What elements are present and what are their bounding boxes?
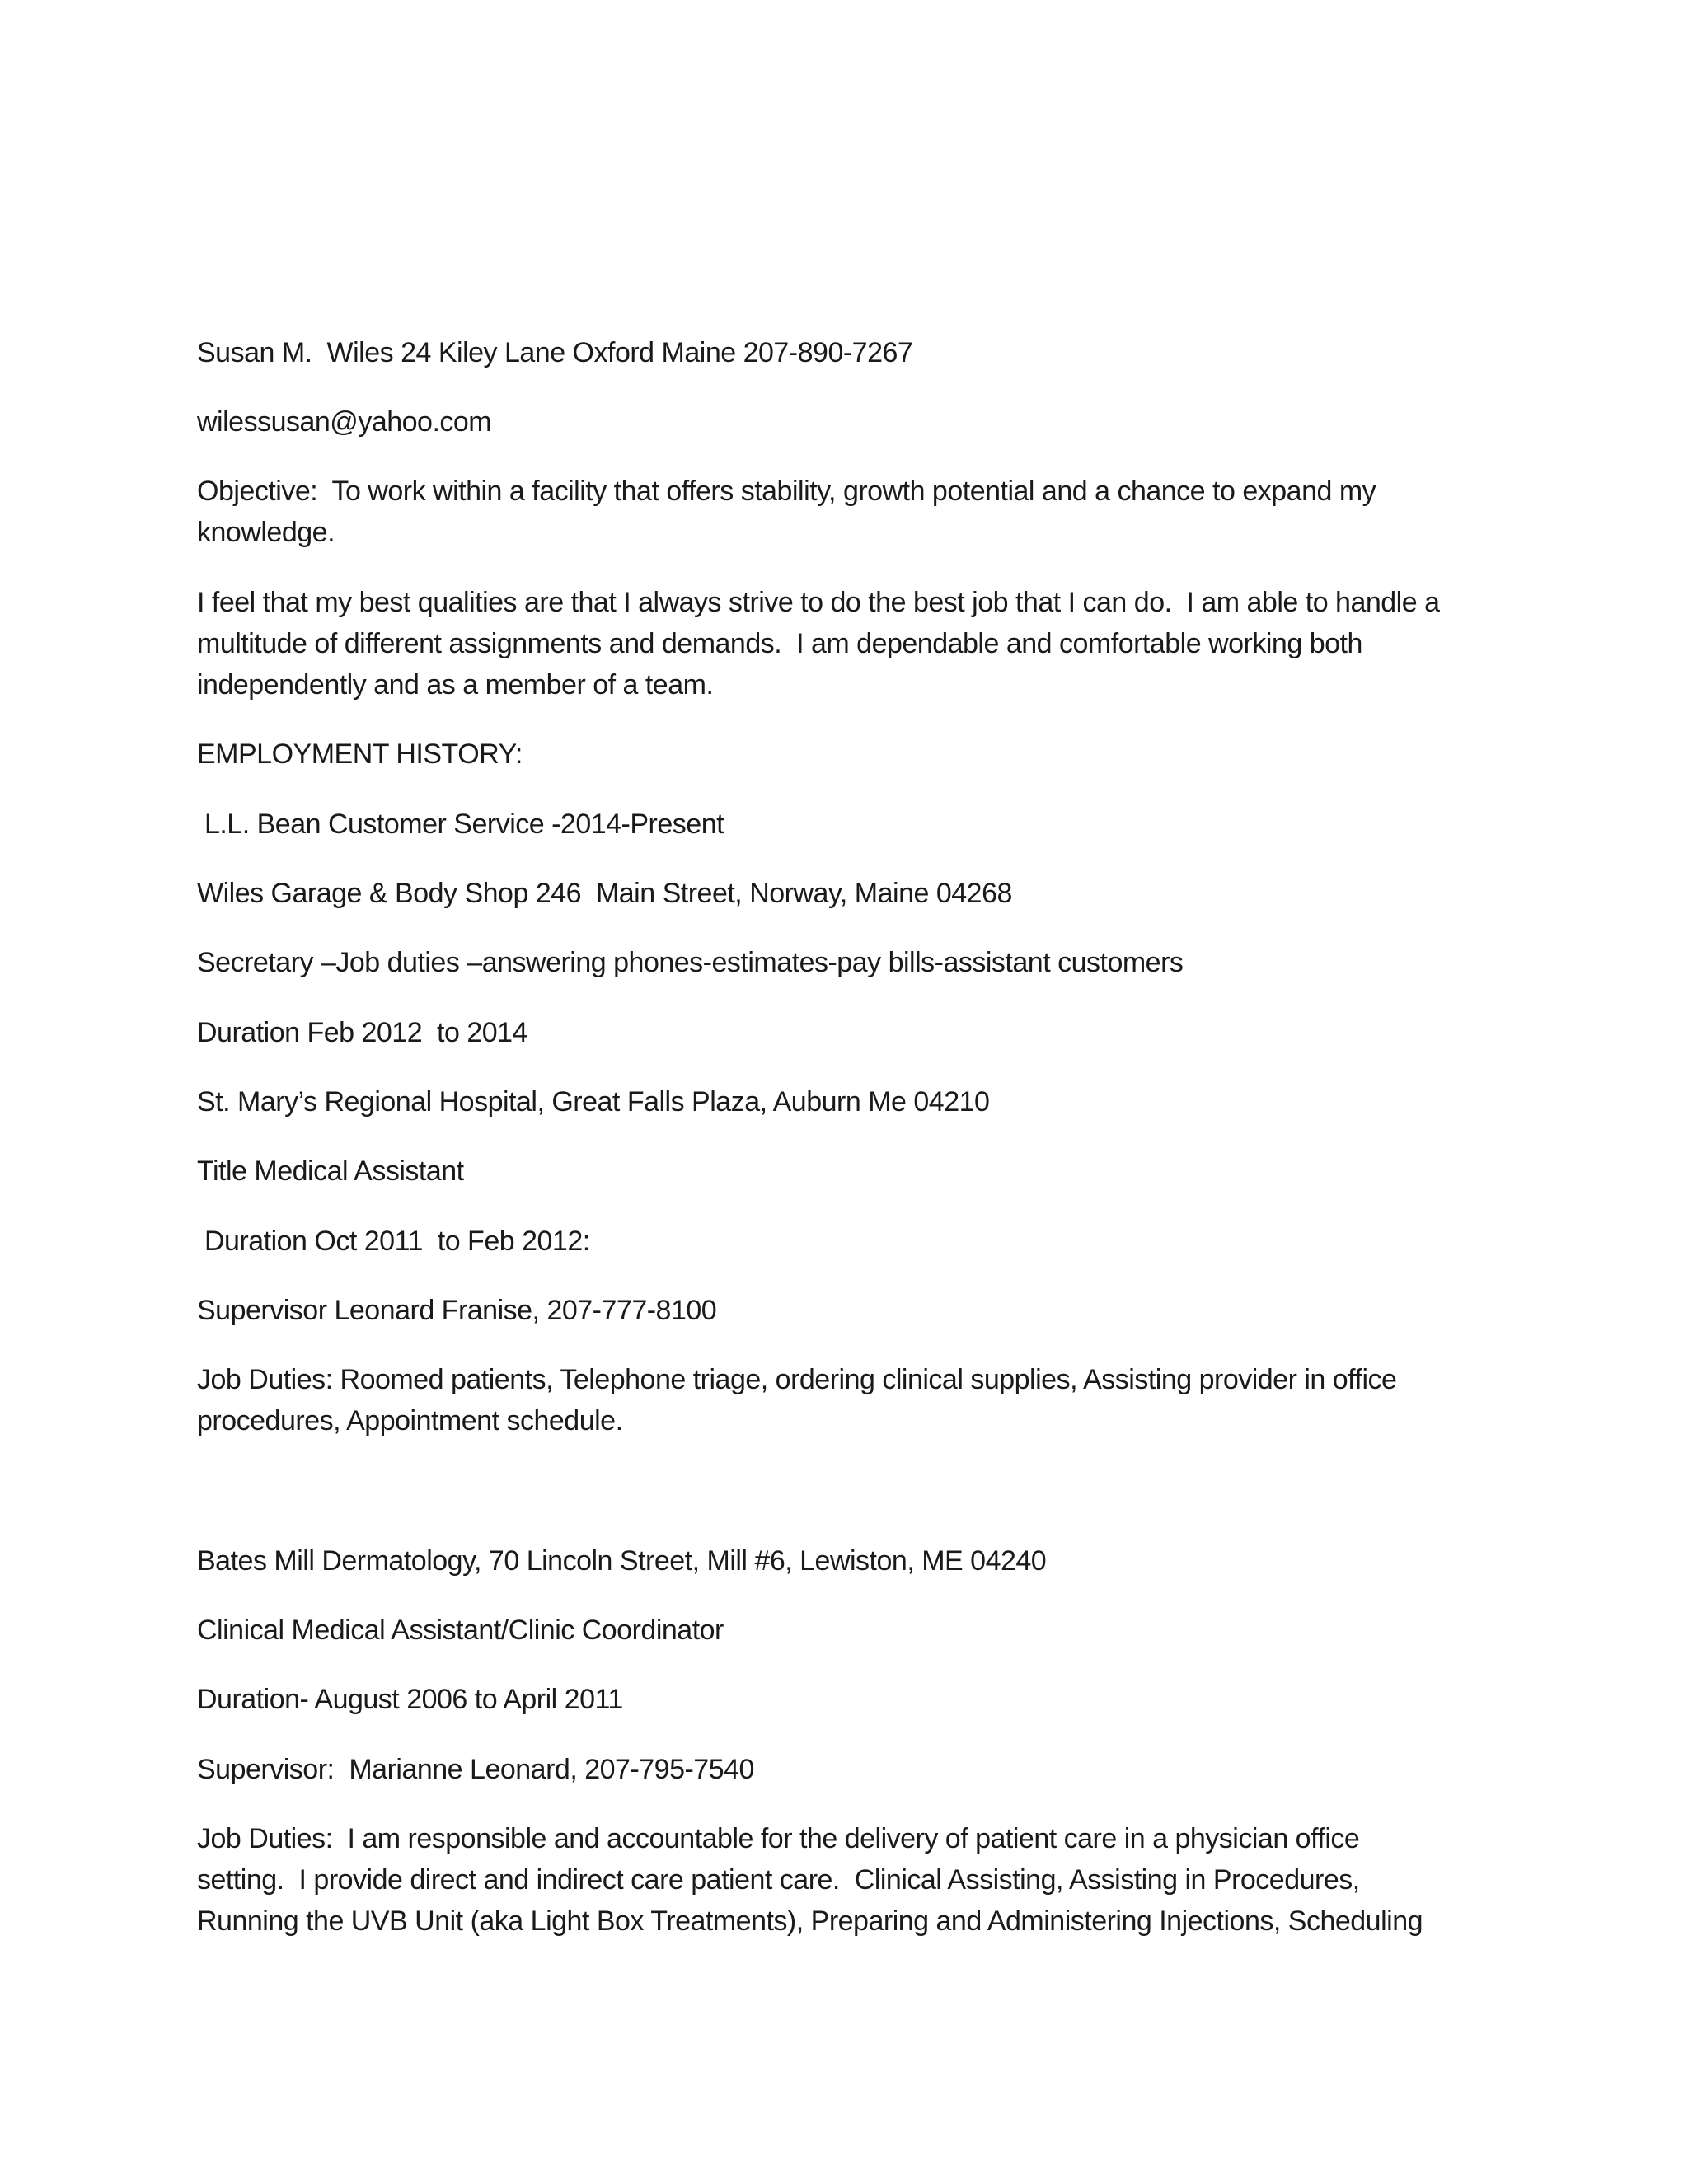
st-marys-duration: Duration Oct 2011 to Feb 2012: [197,1226,590,1257]
st-marys-supervisor: Supervisor Leonard Franise, 207-777-8100 [197,1295,717,1326]
wiles-garage-duties: Secretary –Job duties –answering phones-estimates-pay bills-assistant customers [197,947,1184,978]
qualities-line-2: multitude of different assignments and demands. I am dependable and comfortable working both [197,628,1362,659]
bates-mill-duties-line-3: Running the UVB Unit (aka Light Box Treatments), Preparing and Administering Injections, Scheduling [197,1905,1423,1937]
st-marys-title: Title Medical Assistant [197,1155,464,1187]
llbean-job-line: L.L. Bean Customer Service -2014-Present [197,808,724,840]
wiles-garage-duration: Duration Feb 2012 to 2014 [197,1017,528,1048]
bates-mill-duties-line-1: Job Duties: I am responsible and accountable for the delivery of patient care in a physician office [197,1823,1360,1854]
bates-mill-title: Clinical Medical Assistant/Clinic Coordinator [197,1615,724,1646]
bates-mill-duties-line-2: setting. I provide direct and indirect care patient care. Clinical Assisting, Assisting in Procedures, [197,1864,1360,1896]
bates-mill-supervisor: Supervisor: Marianne Leonard, 207-795-7540 [197,1754,754,1785]
qualities-line-1: I feel that my best qualities are that I always strive to do the best job that I can do. I am able to handle a [197,587,1440,618]
employment-heading: EMPLOYMENT HISTORY: [197,738,523,770]
objective-line-2: knowledge. [197,517,335,548]
bates-mill-duration: Duration- August 2006 to April 2011 [197,1684,623,1715]
bates-mill-employer: Bates Mill Dermatology, 70 Lincoln Street, Mill #6, Lewiston, ME 04240 [197,1545,1047,1577]
qualities-line-3: independently and as a member of a team. [197,669,714,701]
st-marys-duties-line-2: procedures, Appointment schedule. [197,1405,623,1436]
st-marys-duties-line-1: Job Duties: Roomed patients, Telephone triage, ordering clinical supplies, Assisting provider in office [197,1364,1397,1395]
wiles-garage-employer: Wiles Garage & Body Shop 246 Main Street, Norway, Maine 04268 [197,878,1012,909]
st-marys-employer: St. Mary’s Regional Hospital, Great Falls Plaza, Auburn Me 04210 [197,1086,990,1118]
email-line: wilessusan@yahoo.com [197,406,492,438]
objective-line-1: Objective: To work within a facility that offers stability, growth potential and a chance to expand my [197,476,1376,507]
contact-line: Susan M. Wiles 24 Kiley Lane Oxford Maine 207-890-7267 [197,337,913,368]
